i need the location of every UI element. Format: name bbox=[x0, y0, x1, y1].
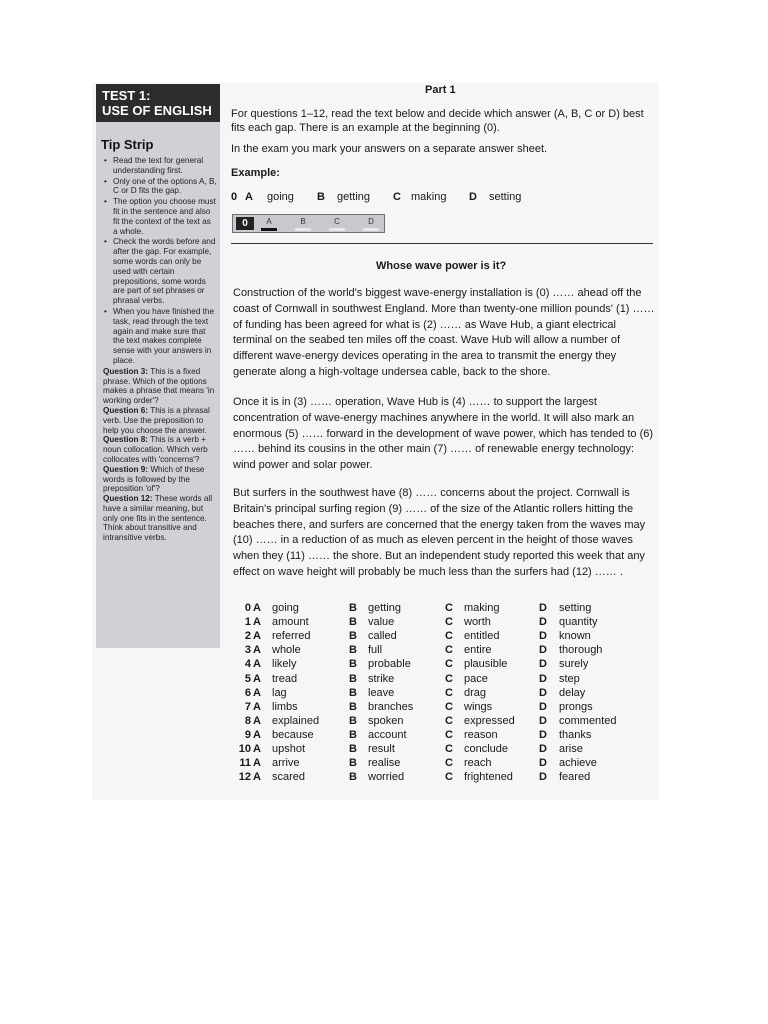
answer-strip-option: D bbox=[368, 217, 374, 226]
option-word-a: tread bbox=[272, 672, 298, 685]
tip-question-label: Question 12: bbox=[103, 494, 153, 504]
tip-bullet: • When you have finished the task, read through the text again and make sure that the text makes complete sense with your answers in place. bbox=[103, 307, 217, 366]
option-letter-b: B bbox=[349, 728, 357, 741]
option-row-number: 8 bbox=[244, 714, 251, 727]
option-letter-d: D bbox=[539, 771, 547, 784]
tip-question-text: Which of these words is followed by the preposition 'of'? bbox=[103, 464, 205, 494]
option-letter-a: A bbox=[253, 728, 261, 741]
option-letter-a: A bbox=[253, 658, 261, 671]
tip-bullet: • The option you choose must fit in the sentence and also fit the context of the text as a whole. bbox=[103, 197, 217, 236]
option-row-number: 10 bbox=[238, 743, 251, 755]
answer-strip-option: A bbox=[266, 217, 272, 226]
option-word-c: reason bbox=[464, 728, 498, 741]
option-letter-b: B bbox=[349, 644, 357, 657]
option-word-d: known bbox=[559, 630, 591, 643]
example-number: 0 bbox=[231, 191, 238, 203]
instructions: For questions 1–12, read the text below and decide which answer (A, B, C or D) best fits each gap. There is an example at the beginning (0). bbox=[231, 108, 644, 134]
option-letter-d: D bbox=[539, 630, 547, 643]
option-word-b: full bbox=[368, 644, 383, 657]
option-letter-b: B bbox=[349, 714, 357, 727]
option-word-b: leave bbox=[368, 686, 395, 699]
option-letter-a: A bbox=[253, 644, 261, 657]
option-letter-d: D bbox=[539, 672, 547, 685]
option-letter-d: D bbox=[539, 714, 547, 727]
option-letter-c: C bbox=[445, 757, 453, 770]
option-letter-a: A bbox=[253, 602, 261, 614]
tip-question-text: This is a verb + noun collocation. Which verb collocates with 'concerns'? bbox=[103, 435, 208, 464]
option-row-number: 9 bbox=[244, 728, 251, 741]
option-row-number: 7 bbox=[244, 700, 251, 713]
tip-bullet: • Only one of the options A, B, C or D fits the gap. bbox=[103, 177, 217, 197]
option-letter-a: A bbox=[253, 714, 261, 727]
option-word-b: account bbox=[368, 728, 407, 741]
option-word-c: plausible bbox=[464, 658, 508, 671]
option-letter-c: C bbox=[445, 672, 453, 685]
passage-paragraph-3: But surfers in the southwest have (8) …… concerns about the project. Cornwall is Britain's principal surfing region (9) …… of the size of the Atlantic rollers hitting the beaches there, and surfers are concerned that the energy taken from the waves may (10) …… in a reduction of as much as eleven percent in the height of those waves when they (11) …… the shore. But an independent study reported this week that any effect on wave height will probably be much less than the surfers had (12) …… . bbox=[233, 487, 646, 578]
option-word-b: worried bbox=[368, 771, 405, 784]
option-letter-b: B bbox=[349, 757, 357, 770]
option-letter-b: B bbox=[349, 700, 357, 713]
example-letter-a: A bbox=[245, 191, 253, 203]
option-letter-c: C bbox=[445, 728, 453, 741]
example-letter-c: C bbox=[393, 191, 401, 203]
tip-questions bbox=[103, 367, 217, 543]
tip-question-label: Question 8: bbox=[103, 435, 149, 445]
option-word-a: because bbox=[272, 728, 314, 741]
option-word-b: result bbox=[368, 743, 395, 755]
option-word-b: spoken bbox=[368, 714, 404, 727]
tip-question bbox=[103, 494, 217, 543]
option-letter-c: C bbox=[445, 644, 453, 657]
tip-bullet: • Read the text for general understanding first. bbox=[103, 156, 217, 176]
option-letter-d: D bbox=[539, 728, 547, 741]
answer-strip-option: B bbox=[300, 217, 306, 226]
option-word-d: commented bbox=[559, 714, 617, 727]
option-letter-c: C bbox=[445, 686, 453, 699]
option-word-b: probable bbox=[368, 658, 411, 671]
option-letter-a: A bbox=[253, 757, 261, 770]
option-word-b: branches bbox=[368, 700, 414, 713]
option-word-d: feared bbox=[559, 771, 591, 784]
option-word-c: making bbox=[464, 602, 500, 614]
option-letter-b: B bbox=[349, 672, 357, 685]
divider bbox=[231, 243, 653, 244]
example-letter-b: B bbox=[317, 191, 325, 203]
option-letter-d: D bbox=[539, 616, 547, 629]
option-letter-b: B bbox=[349, 630, 357, 643]
option-letter-d: D bbox=[539, 743, 547, 755]
tip-question bbox=[103, 406, 217, 435]
option-word-b: realise bbox=[368, 757, 401, 770]
option-letter-d: D bbox=[539, 602, 547, 614]
option-word-b: getting bbox=[368, 602, 402, 614]
example-label: Example: bbox=[231, 167, 280, 179]
option-word-c: drag bbox=[464, 686, 487, 699]
option-word-c: pace bbox=[464, 672, 488, 685]
answer-mark-empty bbox=[363, 228, 379, 231]
option-letter-a: A bbox=[253, 630, 261, 643]
option-row-number: 4 bbox=[244, 658, 251, 671]
option-word-b: called bbox=[368, 630, 397, 643]
option-letter-c: C bbox=[445, 743, 453, 755]
option-word-d: step bbox=[559, 672, 580, 685]
tip-question-text: These words all have a similar meaning, but only one fits in the sentence. Think about transitive and intransitive verbs. bbox=[103, 494, 213, 543]
answer-mark-filled bbox=[261, 228, 277, 231]
option-word-c: expressed bbox=[464, 714, 515, 727]
option-word-c: entire bbox=[464, 644, 492, 657]
passage-paragraph-2: Once it is in (3) …… operation, Wave Hub is (4) …… to support the largest concentration of wave-energy machines anywhere in the world. It will also mark an enormous (5) …… forward in the development of wave power, which has tended to (6) …… behind its cousins in the other main (7) …… of renewable energy technology: wind power and solar power. bbox=[233, 396, 654, 472]
option-row-number: 1 bbox=[244, 616, 251, 629]
option-word-d: achieve bbox=[559, 757, 597, 770]
option-letter-a: A bbox=[253, 771, 261, 784]
test-header-line1: TEST 1: bbox=[102, 88, 151, 103]
tip-strip-body bbox=[103, 156, 217, 543]
option-word-b: value bbox=[368, 616, 395, 629]
option-word-a: explained bbox=[272, 714, 320, 727]
option-word-d: thanks bbox=[559, 728, 592, 741]
option-letter-b: B bbox=[349, 616, 357, 629]
option-row-number: 3 bbox=[244, 644, 251, 657]
option-letter-c: C bbox=[445, 616, 453, 629]
option-letter-b: B bbox=[349, 686, 357, 699]
option-row-number: 11 bbox=[239, 757, 251, 770]
answer-mark-empty bbox=[295, 228, 311, 231]
option-word-a: going bbox=[272, 602, 299, 614]
option-word-c: entitled bbox=[464, 630, 500, 643]
tip-question-label: Question 6: bbox=[103, 405, 149, 415]
option-word-a: lag bbox=[272, 686, 287, 699]
option-word-d: prongs bbox=[559, 700, 593, 713]
option-word-a: whole bbox=[272, 644, 301, 657]
option-word-d: delay bbox=[559, 686, 586, 699]
option-row-number: 6 bbox=[244, 686, 251, 699]
option-letter-c: C bbox=[445, 771, 453, 784]
option-letter-d: D bbox=[539, 700, 547, 713]
option-letter-a: A bbox=[253, 686, 261, 699]
test-header-line2: USE OF ENGLISH bbox=[102, 103, 212, 118]
option-letter-d: D bbox=[539, 757, 547, 770]
example-word-b: getting bbox=[337, 191, 371, 203]
option-word-b: strike bbox=[368, 672, 395, 685]
passage-title: Whose wave power is it? bbox=[376, 260, 507, 272]
option-letter-c: C bbox=[445, 602, 453, 614]
example-word-c: making bbox=[411, 191, 447, 203]
option-word-a: likely bbox=[272, 658, 297, 671]
option-letter-b: B bbox=[349, 771, 357, 784]
option-word-d: setting bbox=[559, 602, 592, 614]
tip-bullet: • Check the words before and after the gap. For example, some words can only be used with certain prepositions, some words are part of set phrases or phrasal verbs. bbox=[103, 237, 217, 306]
option-row-number: 5 bbox=[244, 672, 251, 685]
tip-question bbox=[103, 465, 217, 494]
option-letter-a: A bbox=[253, 743, 261, 755]
option-letter-b: B bbox=[349, 602, 357, 614]
option-word-c: frightened bbox=[464, 771, 513, 784]
example-word-d: setting bbox=[489, 191, 522, 203]
tip-bullets bbox=[103, 156, 217, 366]
example-answer-strip bbox=[232, 214, 385, 233]
tip-question-text: This is a phrasal verb. Use the preposition to help you choose the answer. bbox=[103, 405, 210, 435]
option-word-c: reach bbox=[464, 757, 492, 770]
option-word-a: referred bbox=[272, 630, 311, 643]
instructions-answer-sheet: In the exam you mark your answers on a separate answer sheet. bbox=[231, 143, 548, 155]
option-letter-a: A bbox=[253, 700, 261, 713]
option-letter-d: D bbox=[539, 686, 547, 699]
option-word-c: wings bbox=[464, 700, 493, 713]
option-row-number: 2 bbox=[244, 630, 251, 643]
passage-paragraph-1: Construction of the world's biggest wave-energy installation is (0) …… ahead off the coast of Cornwall in southwest England. More than twenty-one million pounds' (1) …… of funding has been agreed for what is (2) …… as Wave Hub, a giant electrical terminal on the seabed ten miles off the coast. Wave Hub will allow a number of different wave-energy devices operating in the area to transmit the energy they generate along a high-voltage undersea cable, back to the shore. bbox=[233, 287, 655, 378]
option-letter-b: B bbox=[349, 658, 357, 671]
option-row-number: 0 bbox=[244, 602, 251, 614]
option-letter-a: A bbox=[253, 616, 261, 629]
option-letter-d: D bbox=[539, 658, 547, 671]
tip-strip-title: Tip Strip bbox=[101, 137, 154, 152]
answer-strip-number: 0 bbox=[236, 217, 254, 230]
option-word-d: surely bbox=[559, 658, 589, 671]
option-word-c: worth bbox=[464, 616, 491, 629]
option-letter-c: C bbox=[445, 658, 453, 671]
tip-question bbox=[103, 367, 217, 406]
option-word-d: thorough bbox=[559, 644, 603, 657]
option-word-d: quantity bbox=[559, 616, 598, 629]
answer-strip-option: C bbox=[334, 217, 340, 226]
option-letter-c: C bbox=[445, 714, 453, 727]
option-letter-c: C bbox=[445, 700, 453, 713]
option-word-a: limbs bbox=[272, 700, 298, 713]
tip-question bbox=[103, 435, 217, 464]
option-word-a: amount bbox=[272, 616, 309, 629]
part-title: Part 1 bbox=[425, 84, 456, 96]
option-word-c: conclude bbox=[464, 743, 509, 755]
option-word-a: arrive bbox=[272, 757, 300, 770]
option-row-number: 12 bbox=[238, 771, 251, 784]
option-letter-d: D bbox=[539, 644, 547, 657]
option-letter-a: A bbox=[253, 672, 261, 685]
option-letter-b: B bbox=[349, 743, 357, 755]
answer-mark-empty bbox=[329, 228, 345, 231]
example-letter-d: D bbox=[469, 191, 477, 203]
tip-question-label: Question 3: bbox=[103, 366, 149, 376]
option-word-a: upshot bbox=[272, 743, 306, 755]
test-header bbox=[96, 84, 220, 122]
tip-question-label: Question 9: bbox=[103, 464, 149, 474]
option-letter-c: C bbox=[445, 630, 453, 643]
example-word-a: going bbox=[267, 191, 294, 203]
option-word-a: scared bbox=[272, 771, 306, 784]
tip-question-text: This is a fixed phrase. Which of the options makes a phrase that means 'in working order'? bbox=[103, 366, 215, 406]
option-word-d: arise bbox=[559, 743, 583, 755]
